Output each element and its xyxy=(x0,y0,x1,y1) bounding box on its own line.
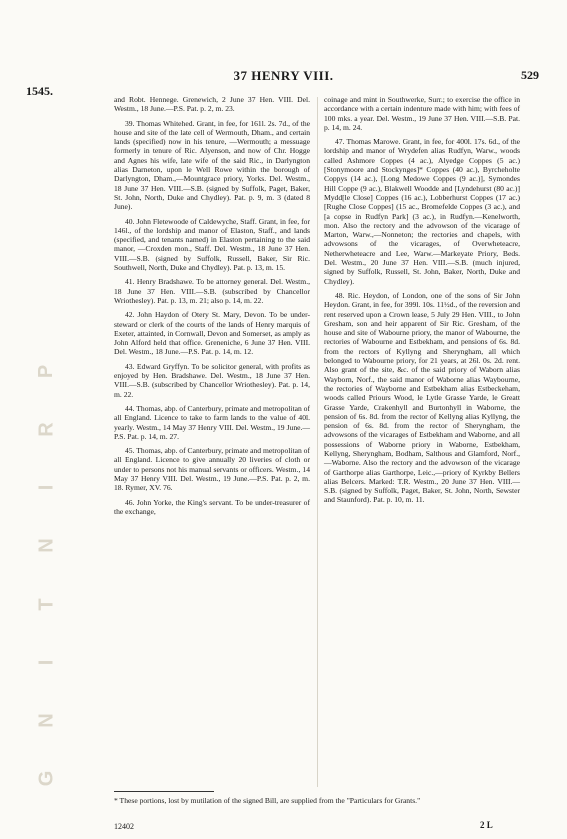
entry-paragraph: 40. John Fletewoode of Caldewyche, Staff. Grant, in fee, for 146l., of the lordship and manor of Elaston, Staff., and lands (specified, and tenants named) in Elaston pertaining to the said manor, —Croxden mon., Staff. Del. Westm., 18 June 37 Hen. VIII.—S.B. (signed by Suffolk, Russell, Baker, Sir Ric. Southwell, North, Duke and Chydley). Pat. p. 13, m. 15. xyxy=(114,216,310,273)
watermark-letter: I xyxy=(35,659,58,665)
entry-paragraph: 42. John Haydon of Otery St. Mary, Devon. To be under-steward or clerk of the courts of the lands of Henry marquis of Exeter, attainted, in Cornwall, Devon and Somerset, as amply as John Alford held that office. Greneniche, 6 June 37 Hen. VIII. Del. Westm., 18 June.—P.S. Pat. p. 14, m. 12. xyxy=(114,310,310,357)
right-column xyxy=(324,95,520,510)
footnote: * These portions, lost by mutilation of the signed Bill, are supplied from the "Particulars for Grants." xyxy=(114,796,421,805)
watermark-letter: N xyxy=(35,538,58,554)
watermark-letter: T xyxy=(35,597,58,611)
entry-paragraph: 45. Thomas, abp. of Canterbury, primate and metropolitan of all England. Licence to give annually 20 liveries of cloth or under to persons not his manual servants or officers. Westm., 14 May 37 Henry VIII. Del. Westm., 19 June.—P.S. Pat. p. 2, m. 18. Rymer, XV. 76. xyxy=(114,446,310,493)
entry-paragraph: coinage and mint in Southwerke, Surr.; to exercise the office in accordance with a certain indenture made with him; with fees of 100 mks. a year. Del. Westm., 19 June 37 Hen. VIII.—S.B. Pat. p. 14, m. 24. xyxy=(324,95,520,132)
column-divider xyxy=(317,97,318,787)
entry-paragraph: 44. Thomas, abp. of Canterbury, primate and metropolitan of all England. Licence to take to farm lands to the value of 40l. yearly. Westm., 14 May 37 Henry VIII. Del. Westm., 19 June.—P.S. Pat. p. 14, m. 27. xyxy=(114,403,310,441)
entry-paragraph: and Robt. Hennege. Grenewich, 2 June 37 Hen. VIII. Del. Westm., 18 June.—P.S. Pat. p. 2, m. 23. xyxy=(114,95,310,114)
watermark-letter: R xyxy=(35,422,58,437)
watermark-letter: P xyxy=(35,364,58,379)
left-column xyxy=(114,95,310,521)
entry-paragraph: 43. Edward Gryffyn. To be solicitor general, with profits as enjoyed by Hen. Bradshawe. Del. Westm., 18 June 37 Hen. VIII.—S.B. (subscribed by Chancellor Wriothesley). Pat. p. 14, m. 22. xyxy=(114,361,310,399)
year-marker: 1545. xyxy=(26,84,53,98)
entry-paragraph: 41. Henry Bradshawe. To be attorney general. Del. Westm., 18 June 37 Hen. VIII.—S.B. (subscribed by Chancellor Wriothesley). Pat. p. 13, m. 21; also p. 14, m. 22. xyxy=(114,277,310,305)
watermark-letter: G xyxy=(35,770,58,787)
watermark-letter: N xyxy=(35,713,58,728)
watermark-letter: I xyxy=(35,485,58,491)
page-number: 529 xyxy=(521,68,539,82)
footnote-rule xyxy=(114,791,214,792)
entry-paragraph: 47. Thomas Marowe. Grant, in fee, for 400l. 17s. 6d., of the lordship and manor of Wrydefen alias Rudfyn, Warw., woods called Ashmore Coppes (4 ac.), Alyedge Coppes (5 ac.) [Stonymoore and Stockynges]* Coppes (40 ac.), Byrcheholte Coppys (14 ac.), [Long Medowe Coppes (9 ac.)], Symondes Hill Coppe (9 ac.), Blakwell Woodde and [Lyndehurst (80 ac.)] Mydd[le Close] Coppes (16 ac.), Lobberhurst Coppes (17 ac.)[Rughe Close Coppes] (15 ac., Bromefelde Coppes (3 ac.), and [a copse in Rudfyn Park] (3 ac.), in Rudfyn.—Kenelworth, mon. Also the rectory and the advowson of the vicarage of Marton, Warw.,—Nonneton; the rectories and chapels, with advowsons of the vicarages, of Overwheteacre, Netherwheteacre and Lee, Warw.—Markeyate Priory, Beds. Del. Westm., 20 June 37 Hen. VIII.—S.B. (much injured, signed by Suffolk, Russell, St. John, Baker, North, Duke and Chydley). xyxy=(324,137,520,286)
printer-signature: 12402 xyxy=(114,822,134,831)
entry-paragraph: 46. John Yorke, the King's servant. To be under-treasurer of the exchange, xyxy=(114,497,310,516)
running-title: 37 HENRY VIII. xyxy=(233,68,334,83)
side-watermark xyxy=(36,360,58,790)
entry-paragraph: 48. Ric. Heydon, of London, one of the sons of Sir John Heydon. Grant, in fee, for 399l. 10s. 11½d., of the reversion and rent reserved upon a Crown lease, 5 July 29 Hen. VIII., to John Gresham, son and heir apparent of Sir Ric. Gresham, of the house and site of Wabourne priory, the manor of Wabourne, the rectories of Wabourne and Estbekham, and pensions of 6s. 8d. from the rectors of Kyllyng and Sheryngham, all which belonged to Wabourne priory, for 21 years, at 26l. 0s. 2d. rent. Also grant of the site, &c. of the said priory of Waborn alias Wayborn, Norf., the said manor of Waborne alias Waybourne, the rectories of Wayborne and Estbekham alias Estbeckeham, woods called Priours Wood, le Lytle Grasse Yarde, le Greatt Grasse Yarde, Crakenhyll and Burtonhyll in Waborne, the pension of 6s. 8d. from the rector of Kellyng alias Kyllyng, the pension of 6s. 8d. from the rector of Sheryngham, the advowsons of the vicarages of Estbekham and Waborne, and all possessions of Waborne priory in Waborne, Estbekham, Kellyng, Sheryngham, Bodham, Salthous and Glamford, Norf.,—Waborne. Also the rectory and the advowson of the vicarage of Garthorpe alias Garthorpe, Leic.,—priory of Kyrkby Bellers alias Belcers. Marked: T.R. Westm., 20 June 37 Hen. VIII.—S.B. (signed by Suffolk, Paget, Baker, St. John, North, Sewster and Staunford). Pat. p. 10, m. 11. xyxy=(324,290,520,505)
sheet-signature: 2 L xyxy=(480,820,493,830)
entry-paragraph: 39. Thomas Whitehed. Grant, in fee, for 161l. 2s. 7d., of the house and site of the late cell of Wermouth, Dham., and certain lands (specified) now in his tenure, —Wermouth; a messuage formerly in tenure of Ric. Alyenson, and now of Chr. Hogge and Agnes his wife, late wife of the said Ric., in Darlyngton alias Darneton, upon le Well Rowe within the borough of Darlyngton, Dham.,—Mountgrace priory, Yorks. Del. Westm., 18 June 37 Hen. VIII.—S.B. (signed by Suffolk, Paget, Baker, St. John, North, Duke and Chydley). Pat. p. 9, m. 3 (dated 8 June). xyxy=(114,118,310,212)
